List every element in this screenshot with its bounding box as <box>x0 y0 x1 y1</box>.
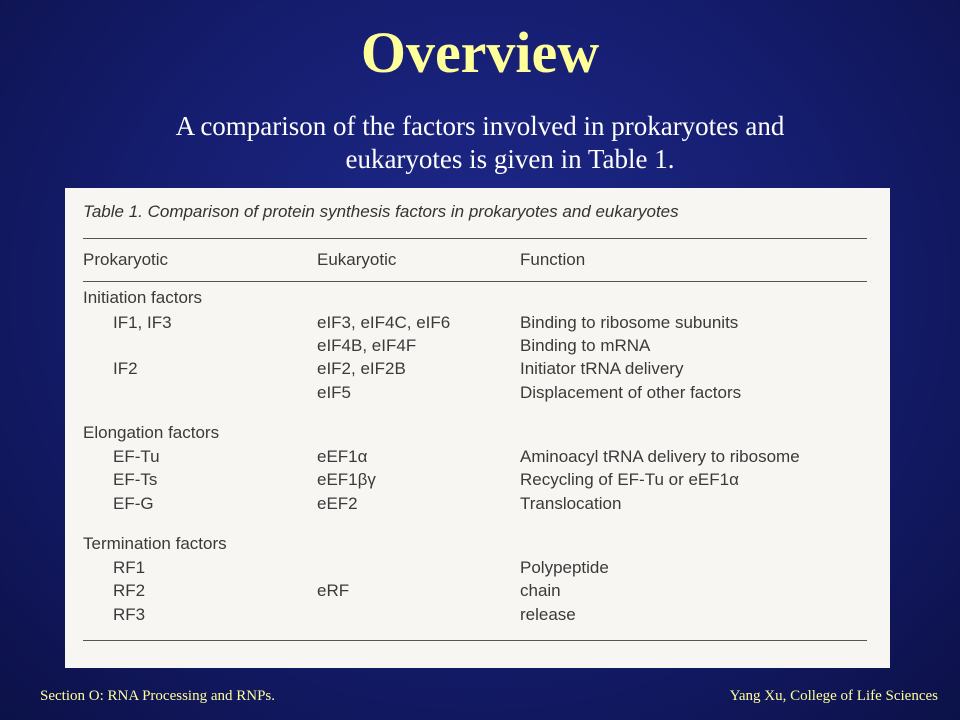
table-top-rule <box>83 238 867 239</box>
footer-section: Section O: RNA Processing and RNPs. <box>40 688 276 704</box>
cell-eukaryotic: eEF2 <box>317 494 358 513</box>
cell-prokaryotic: IF1, IF3 <box>113 313 172 332</box>
cell-eukaryotic: eIF3, eIF4C, eIF6 <box>317 313 451 332</box>
cell-eukaryotic: eRF <box>317 581 350 600</box>
footer-author: Yang Xu, College of Life Sciences <box>729 688 938 704</box>
cell-eukaryotic: eIF2, eIF2B <box>317 359 406 378</box>
cell-function: Binding to ribosome subunits <box>520 313 739 332</box>
cell-prokaryotic: IF2 <box>113 359 138 378</box>
cell-prokaryotic: RF3 <box>113 605 146 624</box>
cell-prokaryotic: Initiation factors <box>83 288 203 307</box>
slide-subtitle <box>0 110 960 176</box>
table-image <box>65 188 890 668</box>
cell-prokaryotic: RF1 <box>113 558 146 577</box>
cell-function: release <box>520 605 576 624</box>
cell-function: chain <box>520 581 561 600</box>
cell-prokaryotic: EF-Tu <box>113 447 160 466</box>
header-prokaryotic: Prokaryotic <box>83 250 169 269</box>
cell-function: Translocation <box>520 494 622 513</box>
header-eukaryotic: Eukaryotic <box>317 250 397 269</box>
slide-title: Overview <box>360 20 600 85</box>
cell-prokaryotic: Elongation factors <box>83 423 220 442</box>
table-caption: Table 1. Comparison of protein synthesis factors in prokaryotes and eukaryotes <box>83 202 679 221</box>
cell-prokaryotic: RF2 <box>113 581 146 600</box>
cell-eukaryotic: eEF1α <box>317 447 368 466</box>
table-header-rule <box>83 281 867 282</box>
subtitle-line-2: eukaryotes is given in Table 1. <box>345 144 675 174</box>
table-bottom-rule <box>83 640 867 641</box>
cell-prokaryotic: Termination factors <box>83 534 227 553</box>
cell-prokaryotic: EF-Ts <box>113 470 158 489</box>
subtitle-line-1: A comparison of the factors involved in prokaryotes and <box>175 111 785 141</box>
cell-function: Polypeptide <box>520 558 609 577</box>
header-function: Function <box>520 250 586 269</box>
cell-function: Binding to mRNA <box>520 336 651 355</box>
cell-function: Aminoacyl tRNA delivery to ribosome <box>520 447 800 466</box>
cell-function: Displacement of other factors <box>520 383 742 402</box>
cell-function: Recycling of EF-Tu or eEF1α <box>520 470 739 489</box>
cell-eukaryotic: eIF4B, eIF4F <box>317 336 417 355</box>
cell-prokaryotic: EF-G <box>113 494 154 513</box>
cell-eukaryotic: eIF5 <box>317 383 352 402</box>
cell-function: Initiator tRNA delivery <box>520 359 684 378</box>
cell-eukaryotic: eEF1βγ <box>317 470 376 489</box>
